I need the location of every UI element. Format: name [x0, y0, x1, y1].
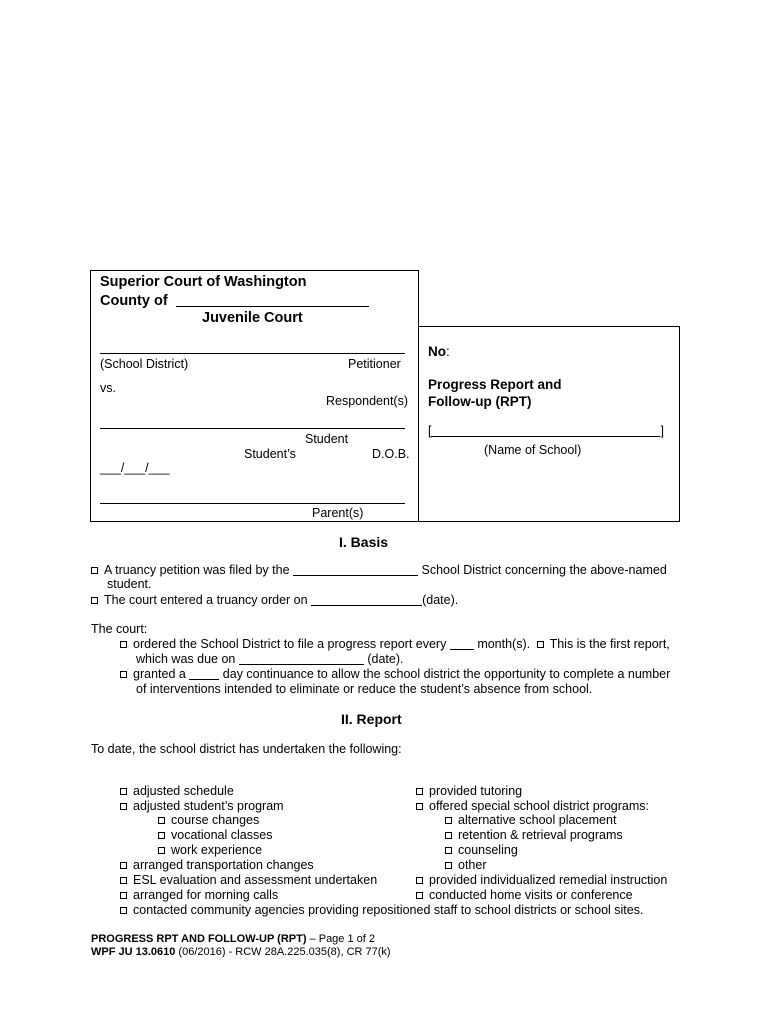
- list-item: provided individualized remedial instruction: [416, 873, 667, 887]
- list-item: conducted home visits or conference: [416, 888, 633, 902]
- basis-item-order: The court entered a truancy order on (date).: [91, 593, 458, 607]
- checkbox[interactable]: [445, 847, 452, 854]
- checkbox[interactable]: [120, 788, 127, 795]
- footer-title: PROGRESS RPT AND FOLLOW-UP (RPT) – Page 1 of 2: [91, 933, 375, 945]
- basis-heading: I. Basis: [339, 534, 389, 550]
- court-order-report-cont: which was due on (date).: [136, 652, 404, 666]
- list-item: counseling: [445, 843, 518, 857]
- county-blank[interactable]: [176, 294, 369, 307]
- respondents-label: Respondent(s): [326, 394, 408, 408]
- checkbox[interactable]: [158, 847, 165, 854]
- list-item: provided tutoring: [416, 784, 522, 798]
- juvenile-court-label: Juvenile Court: [202, 310, 303, 326]
- list-item: retention & retrieval programs: [445, 828, 623, 842]
- student-label: Student: [305, 432, 349, 446]
- checkbox[interactable]: [120, 671, 127, 678]
- court-order-continuance: granted a day continuance to allow the school district the opportunity to complete a number: [120, 667, 670, 681]
- school-district-label: (School District): [100, 357, 189, 371]
- vs-label: vs.: [100, 381, 116, 395]
- dob-blank[interactable]: ___/___/___: [100, 461, 170, 475]
- student-line[interactable]: [100, 428, 405, 429]
- checkbox[interactable]: [158, 832, 165, 839]
- list-item: adjusted schedule: [120, 784, 234, 798]
- checkbox[interactable]: [416, 803, 423, 810]
- court-order-report: ordered the School District to file a progress report every month(s). This is the first report,: [120, 637, 670, 651]
- list-item: arranged for morning calls: [120, 888, 278, 902]
- list-item: vocational classes: [158, 828, 272, 842]
- checkbox[interactable]: [445, 817, 452, 824]
- checkbox[interactable]: [416, 788, 423, 795]
- court-label: The court:: [91, 622, 148, 636]
- school-name-field[interactable]: [ ]: [428, 424, 664, 438]
- footer-code: WPF JU 13.0610 (06/2016) - RCW 28A.225.035(8), CR 77(k): [91, 946, 391, 958]
- list-item: course changes: [158, 813, 259, 827]
- list-item: offered special school district programs:: [416, 799, 649, 813]
- list-item: arranged transportation changes: [120, 858, 314, 872]
- list-item: other: [445, 858, 487, 872]
- checkbox[interactable]: [158, 817, 165, 824]
- case-number-label: No:: [428, 344, 450, 359]
- checkbox[interactable]: [537, 641, 544, 648]
- school-district-line[interactable]: [100, 353, 405, 354]
- court-name: Superior Court of Washington: [100, 274, 307, 290]
- checkbox[interactable]: [91, 567, 98, 574]
- parents-line[interactable]: [100, 503, 405, 504]
- checkbox[interactable]: [120, 877, 127, 884]
- dob-label: D.O.B.: [372, 447, 410, 461]
- checkbox[interactable]: [120, 907, 127, 914]
- report-heading: II. Report: [341, 711, 402, 727]
- petitioner-label: Petitioner: [348, 357, 401, 371]
- parents-label: Parent(s): [312, 506, 364, 520]
- doc-title-line1: Progress Report and: [428, 377, 562, 392]
- list-item: ESL evaluation and assessment undertaken: [120, 873, 377, 887]
- county-label: County of: [100, 293, 369, 309]
- checkbox[interactable]: [120, 862, 127, 869]
- list-item: alternative school placement: [445, 813, 616, 827]
- list-item: work experience: [158, 843, 262, 857]
- name-of-school-label: (Name of School): [484, 443, 582, 457]
- checkbox[interactable]: [120, 803, 127, 810]
- checkbox[interactable]: [445, 862, 452, 869]
- list-item: adjusted student’s program: [120, 799, 284, 813]
- basis-item-petition: A truancy petition was filed by the School District concerning the above-named: [91, 563, 667, 577]
- checkbox[interactable]: [416, 877, 423, 884]
- checkbox[interactable]: [120, 641, 127, 648]
- checkbox[interactable]: [120, 892, 127, 899]
- doc-title-line2: Follow-up (RPT): [428, 394, 532, 409]
- list-item-community-agencies: contacted community agencies providing repositioned staff to school districts or school sites.: [120, 903, 643, 917]
- report-intro: To date, the school district has undertaken the following:: [91, 742, 402, 756]
- checkbox[interactable]: [445, 832, 452, 839]
- checkbox[interactable]: [416, 892, 423, 899]
- checkbox[interactable]: [91, 597, 98, 604]
- basis-item-petition-cont: student.: [107, 577, 152, 591]
- court-order-continuance-cont: of interventions intended to eliminate or reduce the student’s absence from school.: [136, 682, 593, 696]
- students-label: Student’s: [244, 447, 296, 461]
